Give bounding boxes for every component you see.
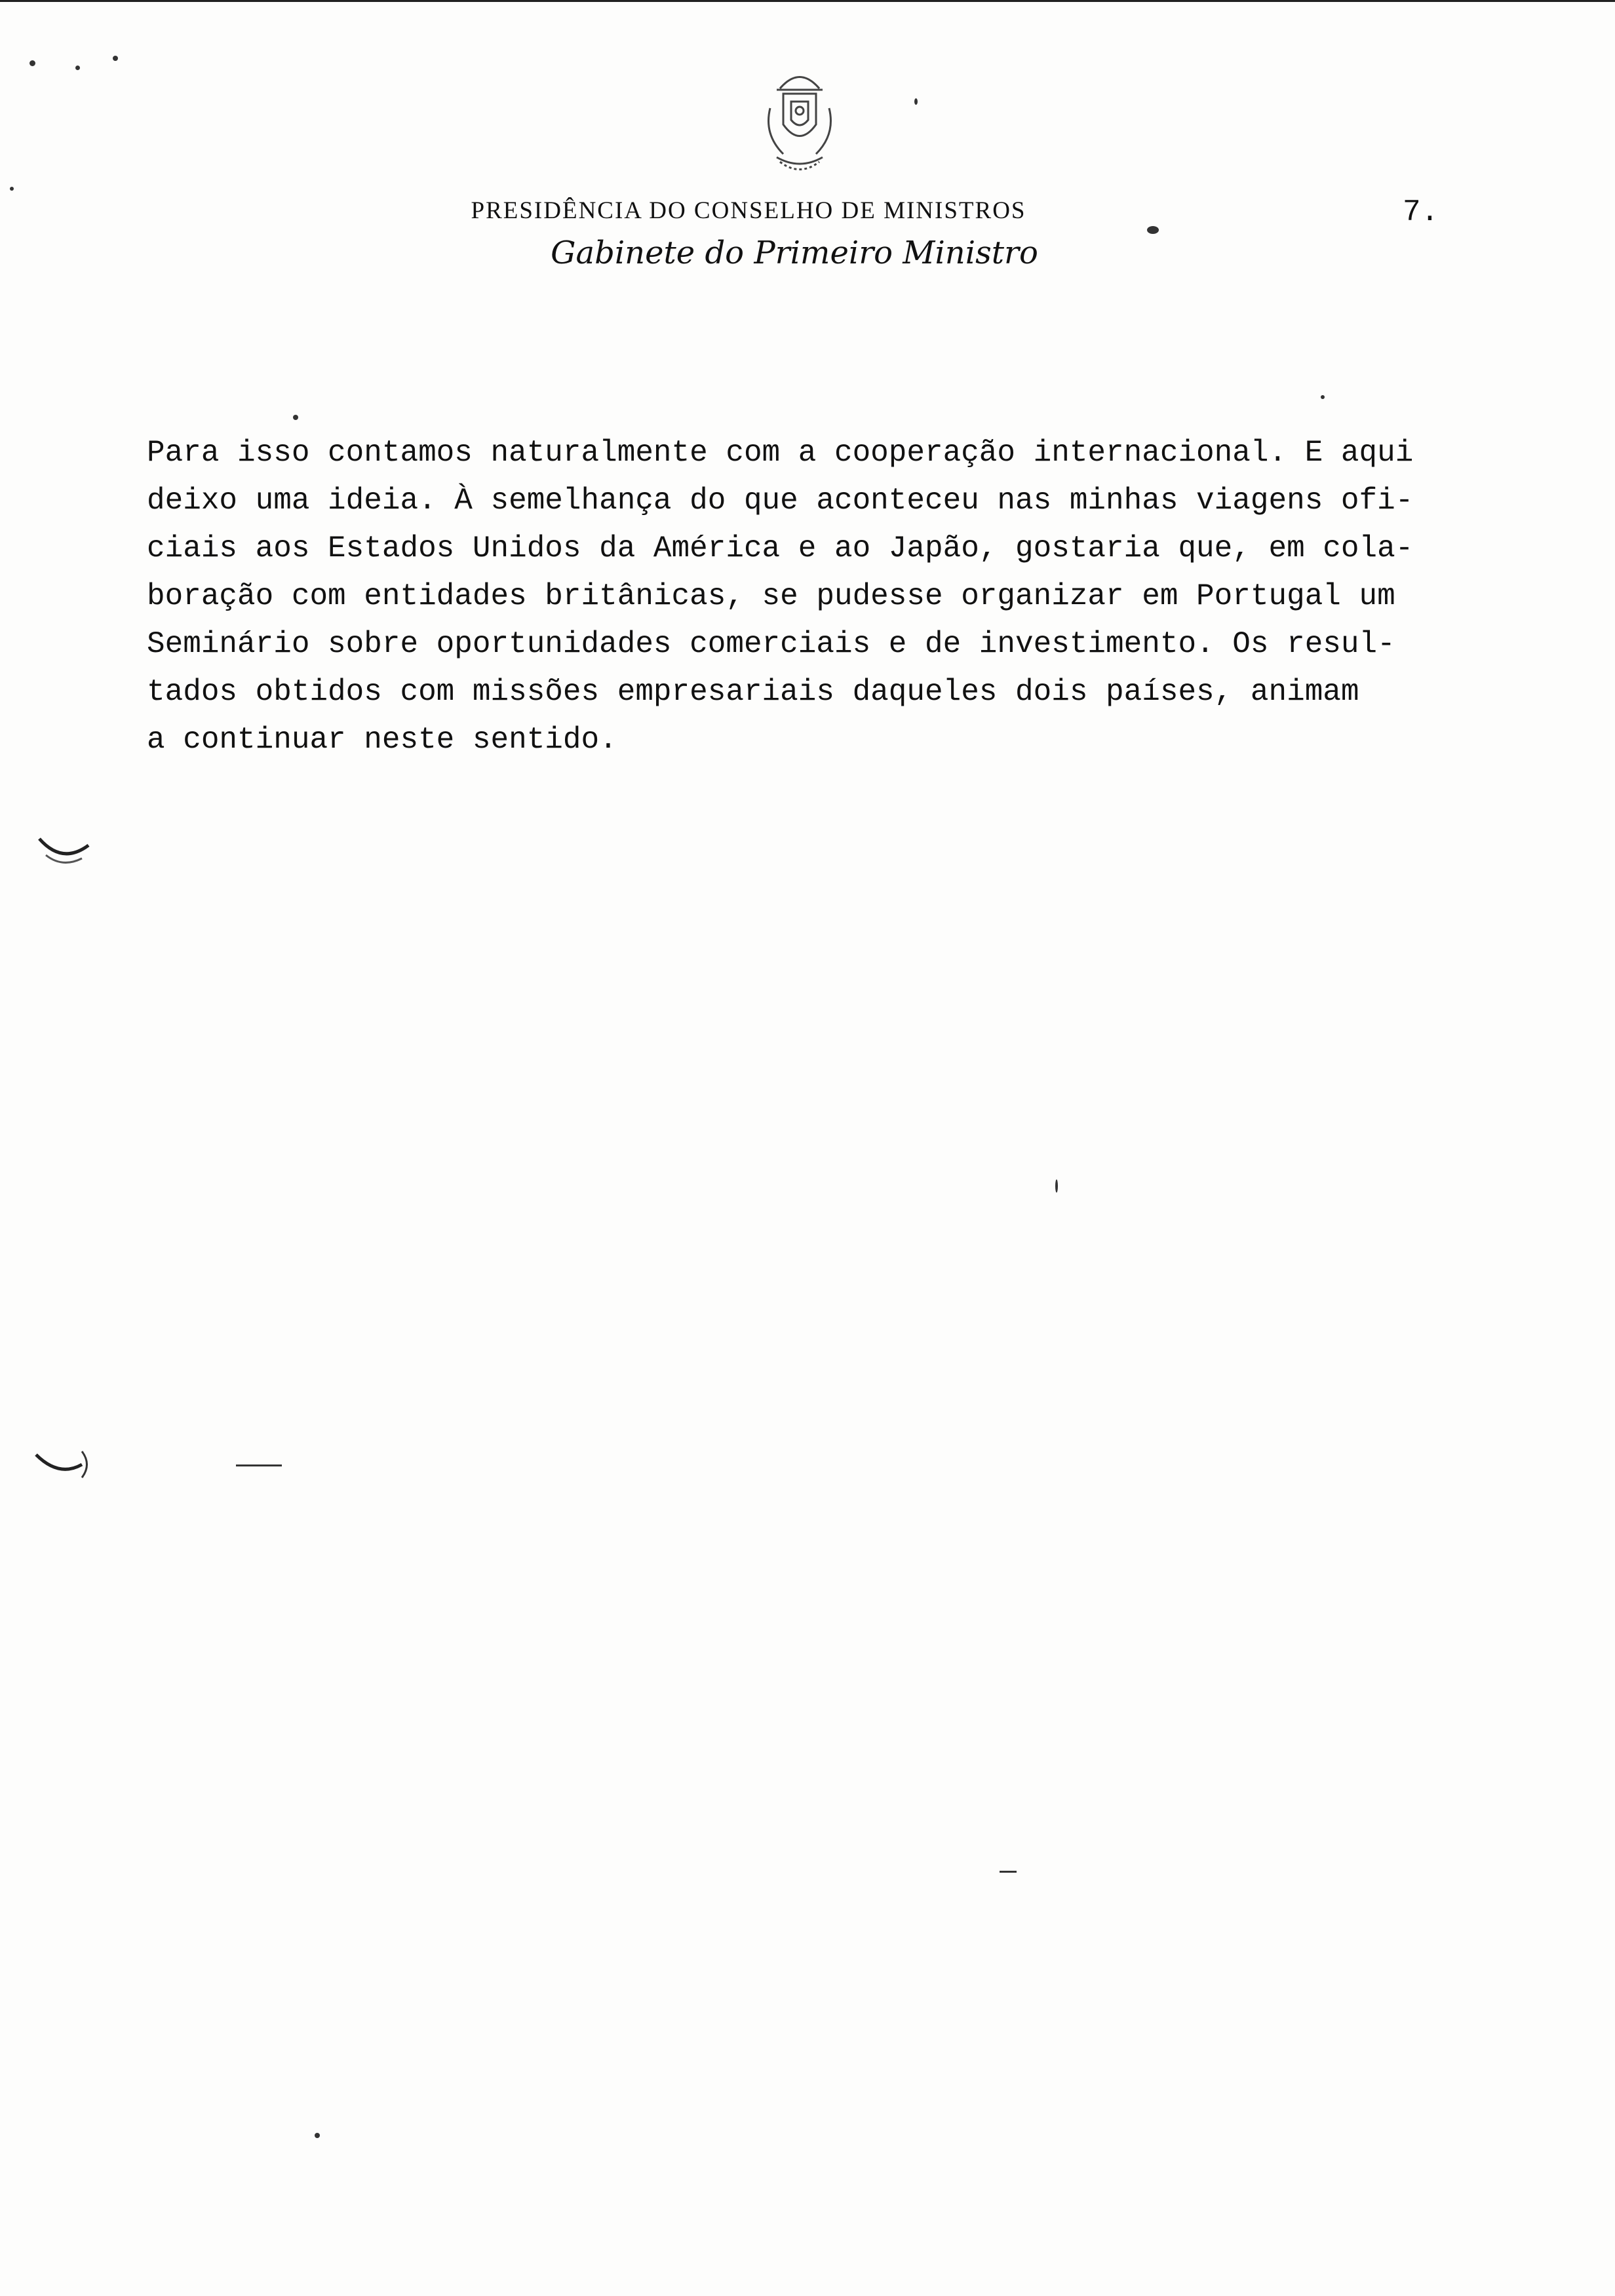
paragraph-line: boração com entidades britânicas, se pudesse organizar em Portugal um (147, 579, 1395, 613)
paragraph-line: Para isso contamos naturalmente com a cooperação internacional. E aqui (147, 436, 1414, 470)
scan-speck (293, 415, 298, 420)
scan-speck (236, 1464, 282, 1466)
scan-speck (315, 2133, 320, 2138)
scan-speck (29, 60, 35, 66)
scan-speck (75, 66, 80, 70)
paragraph-line: deixo uma ideia. À semelhança do que aconteceu nas minhas viagens ofi- (147, 484, 1414, 518)
punch-hole-mark (36, 829, 95, 875)
paragraph-line: ciais aos Estados Unidos da América e ao Japão, gostaria que, em cola- (147, 531, 1414, 565)
scan-speck (1055, 1179, 1058, 1193)
organization-title: PRESIDÊNCIA DO CONSELHO DE MINISTROS (471, 197, 1026, 224)
office-subtitle: Gabinete do Primeiro Ministro (551, 235, 1038, 271)
scan-speck (1321, 395, 1325, 399)
paragraph-line: Seminário sobre oportunidades comerciais e de investimento. Os resul- (147, 627, 1395, 661)
scan-speck (113, 56, 118, 61)
scan-speck (914, 98, 918, 105)
scan-speck (10, 187, 14, 191)
paragraph-line: a continuar neste sentido. (147, 723, 617, 757)
punch-hole-mark (33, 1445, 95, 1491)
body-paragraph (147, 429, 1556, 764)
top-edge-rule (0, 0, 1615, 2)
scan-speck (1000, 1871, 1017, 1873)
coat-of-arms-icon (750, 62, 849, 180)
page-number: 7. (1403, 195, 1439, 229)
paragraph-line: tados obtidos com missões empresariais daqueles dois países, animam (147, 675, 1359, 709)
scan-speck (1147, 226, 1159, 234)
